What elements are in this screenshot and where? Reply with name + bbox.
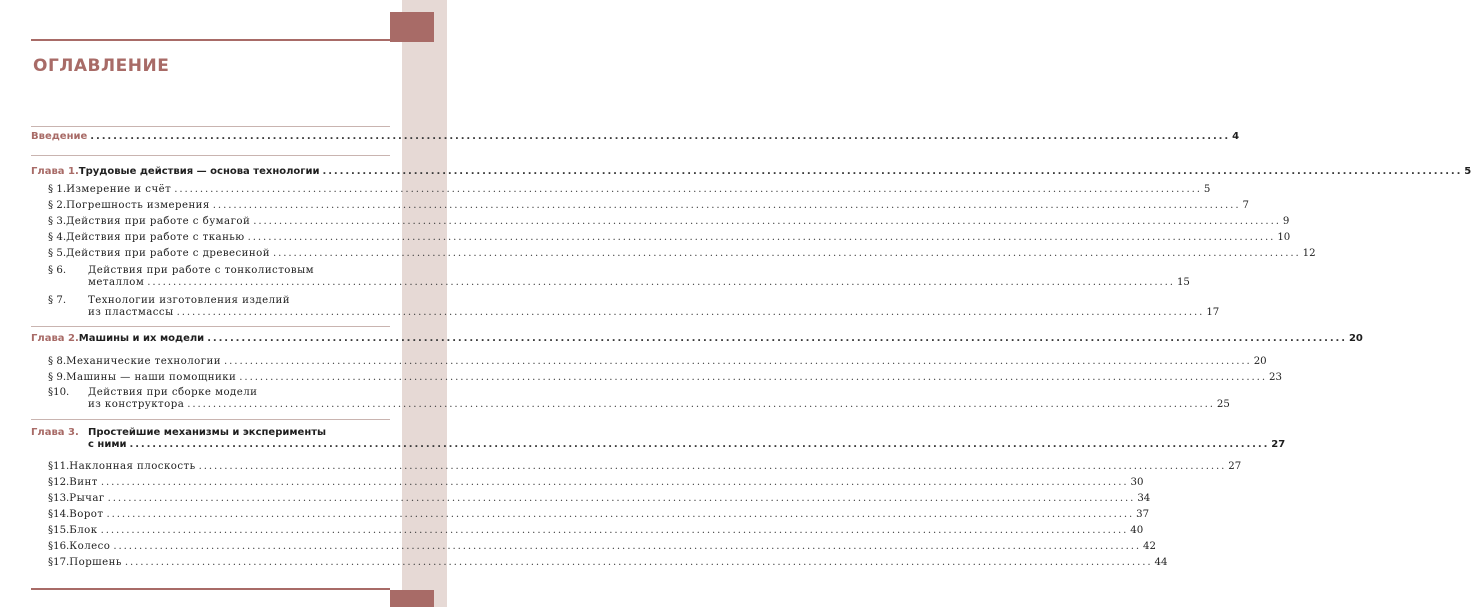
page-number: 27 [1271,439,1286,450]
leader-dots: ........................................................................................................................................................................................................ [174,184,1202,195]
bottom-rule [31,588,390,590]
chapter-title-line2: с ними [88,439,127,450]
section-title: Действия при работе с древесиной [66,248,270,259]
page-number: 25 [1216,399,1230,410]
chapter-label: Глава 3. [31,427,79,438]
leader-dots: ........................................................................................................................................................................................................ [198,461,1227,472]
separator [31,419,390,420]
section-title-line1: Технологии изготовления изделий [88,295,290,306]
page-number: 7 [1242,200,1249,211]
toc-section[interactable] [48,477,1144,489]
page-number: 20 [1253,356,1267,367]
section-number: § 7. [48,295,67,306]
page-number: 15 [1176,277,1190,288]
leader-dots: ........................................................................................................................................................................................................ [107,493,1136,504]
toc-chapter-1[interactable] [31,166,1471,178]
section-title-line2: из конструктора [88,399,185,410]
leader-dots: ........................................................................................................................................................................................................ [113,541,1142,552]
section-title-line2: металлом [88,277,145,288]
page-number: 34 [1137,493,1151,504]
section-title: Блок [69,525,98,536]
section-number: §10. [48,387,70,398]
leader-dots: ........................................................................................................................................................................................................ [272,248,1301,259]
section-title-line1: Действия при работе с тонколистовым [88,265,314,276]
chapter-title: Машины и их модели [78,333,205,344]
toc-section[interactable] [48,294,1220,319]
separator [31,155,390,156]
top-rule [31,39,390,41]
leader-dots: ........................................................................................................................................................................................................ [90,131,1231,142]
page-number: 9 [1282,216,1290,227]
section-title: Измерение и счёт [66,184,172,195]
leader-dots: ........................................................................................................................................................................................................ [207,333,1347,344]
page-title: ОГЛАВЛЕНИЕ [33,56,170,76]
toc-section[interactable] [48,200,1249,212]
leader-dots: ........................................................................................................................................................................................................ [247,232,1276,243]
section-title: Погрешность измерения [66,200,210,211]
toc-section[interactable] [48,461,1242,473]
toc-section[interactable] [48,232,1291,244]
separator [31,126,390,127]
page-number: 4 [1232,131,1240,142]
toc-section[interactable] [48,356,1267,368]
page-number: 20 [1348,333,1363,344]
page-number: 5 [1203,184,1211,195]
section-title: Наклонная плоскость [69,461,196,472]
page-number: 5 [1464,166,1471,177]
toc-section[interactable] [48,216,1290,228]
section-number: § 8. [48,356,67,367]
section-title: Действия при работе с бумагой [66,216,251,227]
leader-dots: ........................................................................................................................................................................................................ [176,307,1205,318]
toc-entry-intro[interactable] [31,131,1240,143]
leader-dots: ........................................................................................................................................................................................................ [239,372,1267,383]
page-number: 42 [1143,541,1156,552]
page-number: 37 [1136,509,1150,520]
toc-section[interactable] [48,264,1190,289]
section-title-line1: Действия при сборке модели [88,387,258,398]
chapter-label: Глава 1. [31,166,79,177]
section-number: § 1. [48,184,67,195]
toc-section[interactable] [48,372,1282,384]
section-number: §16. [48,541,70,552]
corner-tab [390,12,434,42]
page-number: 10 [1277,232,1291,243]
section-title: Колесо [69,541,111,552]
section-number: § 4. [48,232,67,243]
section-number: §14. [48,509,70,520]
page-number: 27 [1228,461,1242,472]
section-number: §13. [48,493,70,504]
toc-section[interactable] [48,557,1168,569]
leader-dots: ........................................................................................................................................................................................................ [100,525,1129,536]
separator [31,326,390,327]
toc-chapter-3[interactable] [31,426,1286,451]
chapter-title-line1: Простейшие механизмы и эксперименты [88,427,327,438]
page-number: 12 [1302,248,1316,259]
toc-section[interactable] [48,248,1316,260]
leader-dots: ........................................................................................................................................................................................................ [187,399,1215,410]
leader-dots: ........................................................................................................................................................................................................ [100,477,1129,488]
section-number: §15. [48,525,70,536]
entry-label: Введение [31,131,88,142]
section-number: § 9. [48,372,67,383]
section-title: Механические технологии [66,356,222,367]
section-number: § 2. [48,200,67,211]
leader-dots: ........................................................................................................................................................................................................ [129,439,1270,450]
toc-section[interactable] [48,525,1144,537]
page-number: 30 [1130,477,1144,488]
section-title-line2: из пластмассы [88,307,174,318]
page-number: 40 [1130,525,1144,536]
leader-dots: ........................................................................................................................................................................................................ [253,216,1281,227]
leader-dots: ........................................................................................................................................................................................................ [106,509,1135,520]
chapter-title: Трудовые действия — основа технологии [78,166,320,177]
toc-section[interactable] [48,509,1150,521]
section-title: Ворот [69,509,104,520]
section-number: §12. [48,477,70,488]
section-number: § 3. [48,216,67,227]
page-number: 17 [1206,307,1220,318]
toc-section[interactable] [48,184,1211,196]
section-number: § 5. [48,248,67,259]
toc-chapter-2[interactable] [31,333,1363,345]
section-title: Машины — наши помощники [66,372,237,383]
corner-tab-bottom [390,590,434,607]
toc-section[interactable] [48,493,1151,505]
page-number: 44 [1154,557,1168,568]
leader-dots: ........................................................................................................................................................................................................ [212,200,1241,211]
section-title: Рычаг [69,493,105,504]
toc-section[interactable] [48,386,1230,411]
section-number: § 6. [48,265,67,276]
chapter-label: Глава 2. [31,333,79,344]
leader-dots: ........................................................................................................................................................................................................ [322,166,1463,177]
leader-dots: ........................................................................................................................................................................................................ [124,557,1153,568]
leader-dots: ........................................................................................................................................................................................................ [147,277,1175,288]
section-number: §11. [48,461,70,472]
page-number: 23 [1268,372,1282,383]
section-title: Винт [69,477,98,488]
section-number: §17. [48,557,70,568]
leader-dots: ........................................................................................................................................................................................................ [224,356,1252,367]
section-title: Поршень [69,557,122,568]
section-title: Действия при работе с тканью [66,232,245,243]
toc-section[interactable] [48,541,1156,553]
